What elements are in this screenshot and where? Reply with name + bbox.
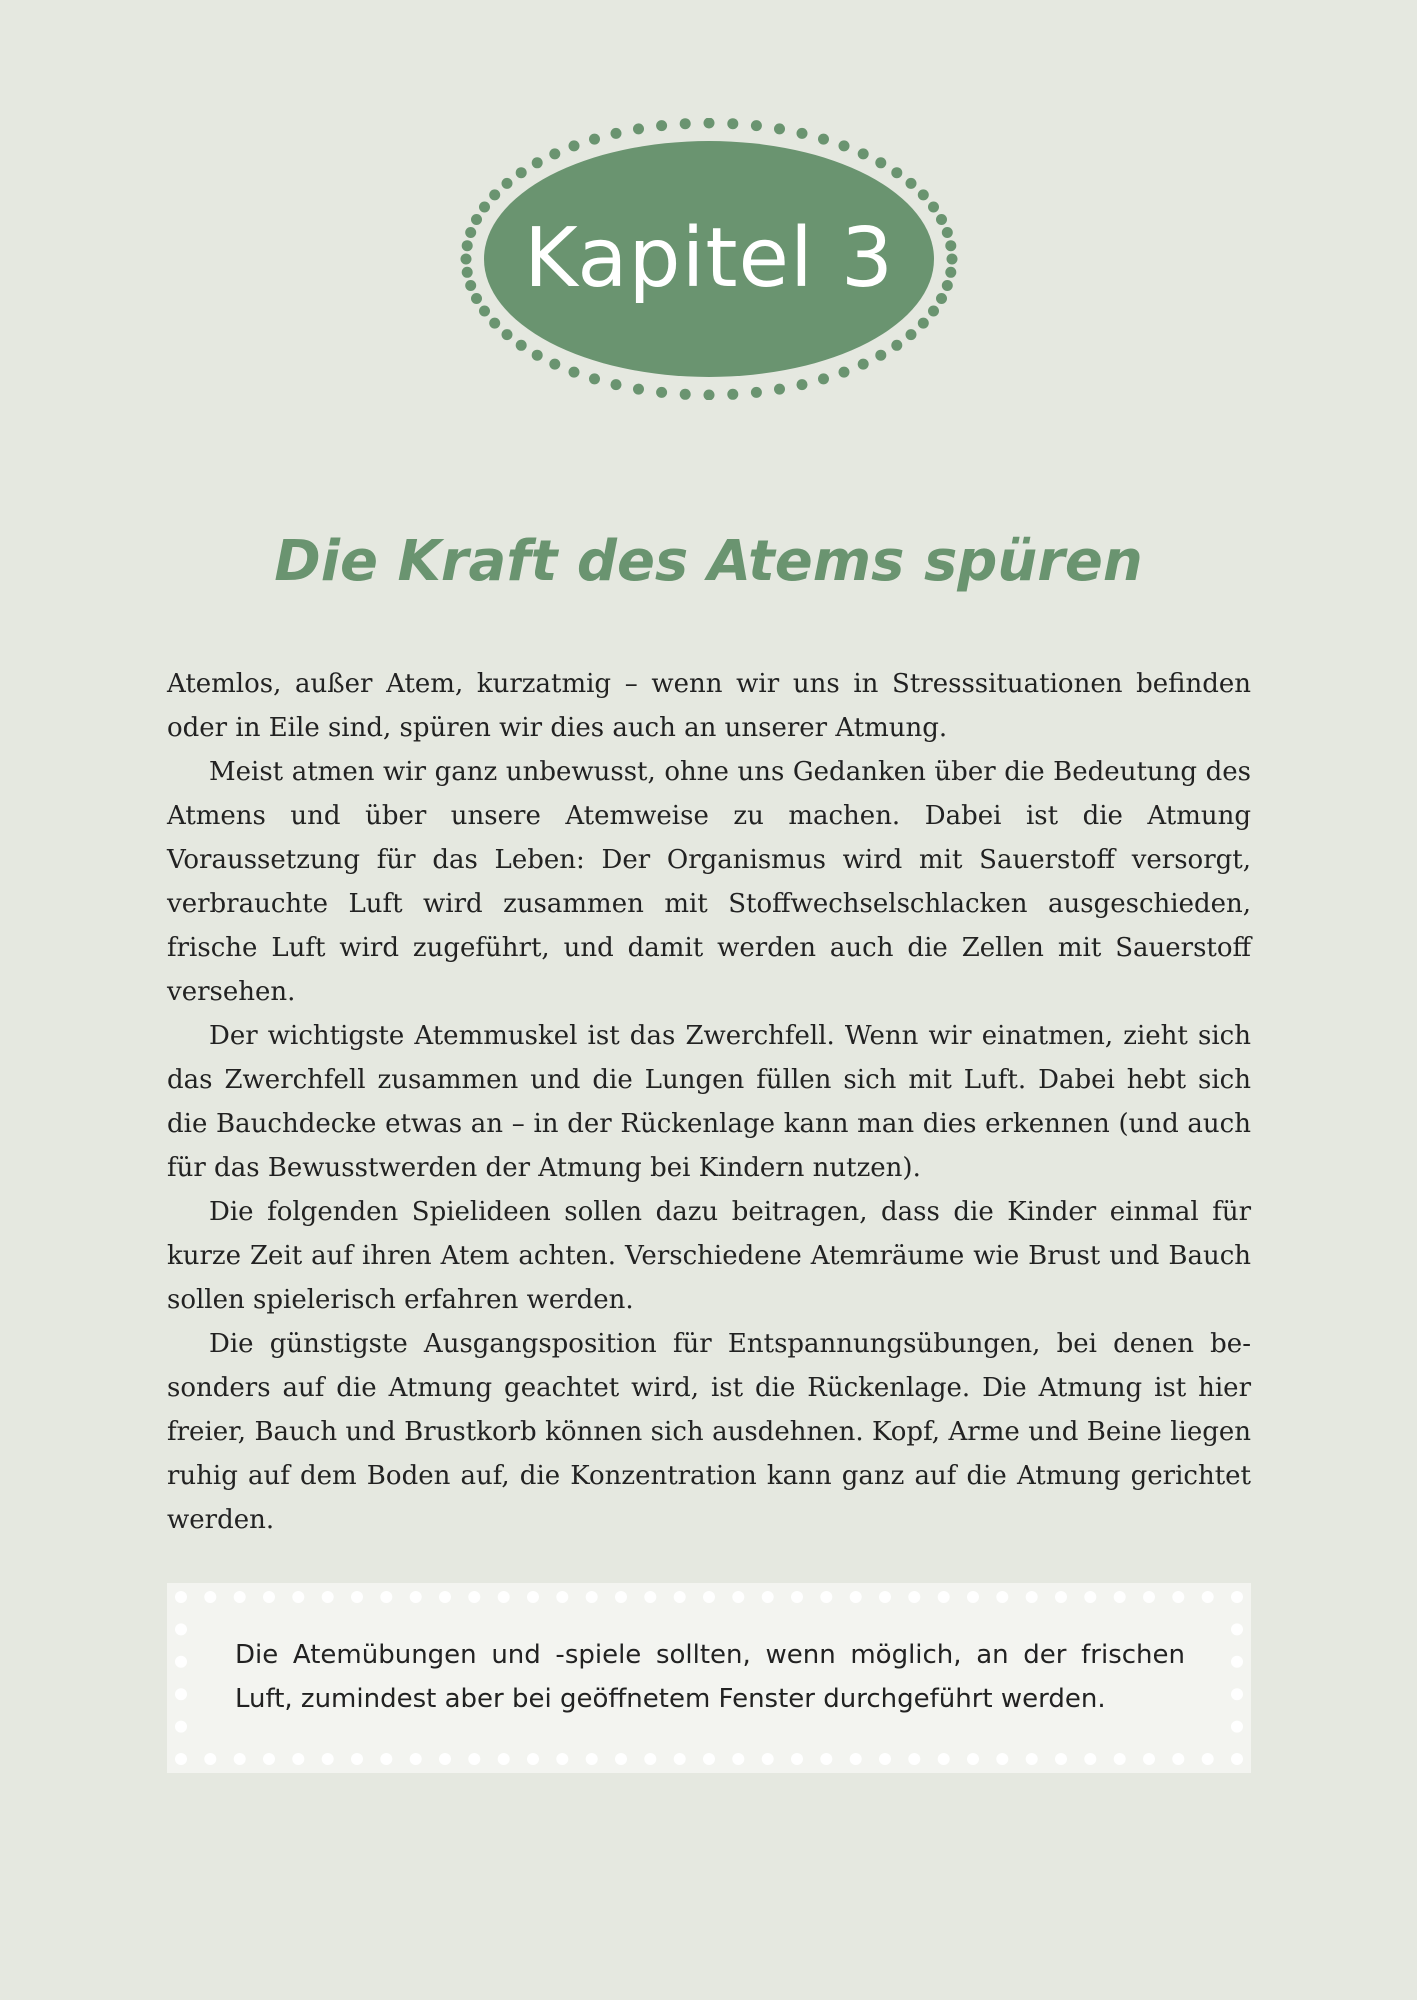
note-dot (468, 1753, 480, 1765)
note-dot (850, 1753, 862, 1765)
note-dot (1084, 1591, 1096, 1603)
note-dot (322, 1753, 334, 1765)
note-dot (879, 1753, 891, 1765)
note-dot (820, 1753, 832, 1765)
note-dot (439, 1591, 451, 1603)
note-dot (1231, 1753, 1243, 1765)
paragraph: Atemlos, außer Atem, kurzatmig – wenn wir uns in Stresssituationen befinden oder in Eile sind, spüren wir dies auch an unserer Atmung. (167, 669, 1251, 743)
note-dot (1143, 1591, 1155, 1603)
note-dot (322, 1591, 334, 1603)
paragraph: Der wichtigste Atemmuskel ist das Zwerchfell. Wenn wir einatmen, zieht sich das Zwerchfell zusammen und die Lungen füllen sich mit Luft. Dabei hebt sich die Bauchdecke etwas an – in der Rückenlage kann man dies erkennen (und auch für das Bewusstwerden der Atmung bei Kindern nutzen). (167, 1021, 1251, 1183)
note-dot (908, 1753, 920, 1765)
note-dot (762, 1591, 774, 1603)
note-dot (380, 1591, 392, 1603)
note-dot (967, 1753, 979, 1765)
chapter-heading: Die Kraft des Atems spüren (274, 529, 1143, 594)
note-dot (175, 1623, 187, 1635)
note-dot (556, 1753, 568, 1765)
note-dot (908, 1591, 920, 1603)
note-dot (1026, 1753, 1038, 1765)
note-dot (674, 1591, 686, 1603)
note-dot (762, 1753, 774, 1765)
note-dot (1202, 1753, 1214, 1765)
note-dot (967, 1591, 979, 1603)
note-dot (439, 1753, 451, 1765)
note-dot (234, 1753, 246, 1765)
note-dot (1055, 1591, 1067, 1603)
note-dot (175, 1753, 187, 1765)
note-text: Die Atemübungen und -spiele sollten, wenn möglich, an der frischen Luft, zumindest aber bei geöffnetem Fenster durchgeführt werden. (235, 1640, 1185, 1714)
note-dot (527, 1753, 539, 1765)
paragraph: Meist atmen wir ganz unbewusst, ohne uns Gedanken über die Bedeutung des Atmens und über unsere Atemweise zu machen. Dabei ist die Atmung Voraussetzung für das Leben: Der Organismus wird mit Sauerstoff versorgt, verbrauchte Luft wird zusammen mit Stoffwechselschlacken ausgeschieden, frische Luft wird zugeführt, und damit werden auch die Zellen mit Sauerstoff versehen. (167, 757, 1251, 1007)
note-dot (1172, 1591, 1184, 1603)
note-dot (674, 1753, 686, 1765)
note-dot (850, 1591, 862, 1603)
note-dot (1231, 1623, 1243, 1635)
note-dot (820, 1591, 832, 1603)
note-dot (292, 1591, 304, 1603)
note-dot (498, 1753, 510, 1765)
note-dot (175, 1591, 187, 1603)
note-dot (732, 1753, 744, 1765)
note-dot (1231, 1656, 1243, 1668)
note-dot (263, 1753, 275, 1765)
note-dot (791, 1591, 803, 1603)
paragraph: Die folgenden Spielideen sollen dazu beitragen, dass die Kinder einmal für kurze Zeit auf ihren Atem achten. Verschiedene Atemräume wie Brust und Bauch sollen spielerisch erfahren werden. (167, 1197, 1251, 1315)
note-dot (703, 1591, 715, 1603)
note-dot (996, 1753, 1008, 1765)
note-dot (938, 1753, 950, 1765)
note-dot (204, 1753, 216, 1765)
note-dot (292, 1753, 304, 1765)
note-dot (263, 1591, 275, 1603)
note-dot (410, 1753, 422, 1765)
note-dot (644, 1591, 656, 1603)
note-dot (586, 1753, 598, 1765)
note-dot (644, 1753, 656, 1765)
note-dot (586, 1591, 598, 1603)
note-dot (1231, 1688, 1243, 1700)
note-dot (556, 1591, 568, 1603)
note-dot (879, 1591, 891, 1603)
note-dot (175, 1656, 187, 1668)
chapter-badge (460, 118, 958, 400)
note-dot (1202, 1591, 1214, 1603)
note-dot (1114, 1753, 1126, 1765)
note-dot (1143, 1753, 1155, 1765)
note-dot (527, 1591, 539, 1603)
note-dot (1084, 1753, 1096, 1765)
note-dot (380, 1753, 392, 1765)
paragraph: Die günstigste Ausgangsposition für Entspannungsübungen, bei denen besonders auf die Atmung geachtet wird, ist die Rückenlage. Die Atmung ist hier freier, Bauch und Brustkorb können sich ausdehnen. Kopf, Arme und Beine liegen ruhig auf dem Boden auf, die Konzentration kann ganz auf die Atmung gerichtet werden. (167, 1329, 1251, 1535)
note-dot (468, 1591, 480, 1603)
note-dot (1026, 1591, 1038, 1603)
note-box (167, 1583, 1251, 1773)
note-dot (615, 1591, 627, 1603)
note-dot (351, 1753, 363, 1765)
note-dot (703, 1753, 715, 1765)
note-dot (938, 1591, 950, 1603)
note-dot (732, 1591, 744, 1603)
note-dot (615, 1753, 627, 1765)
note-dot (996, 1591, 1008, 1603)
note-dot (498, 1591, 510, 1603)
chapter-label: Kapitel 3 (523, 211, 895, 306)
note-dot (234, 1591, 246, 1603)
body-text (167, 662, 1251, 1542)
note-dot (351, 1591, 363, 1603)
note-dot (791, 1753, 803, 1765)
note-dot (410, 1591, 422, 1603)
note-dot (175, 1721, 187, 1733)
note-dot (1231, 1721, 1243, 1733)
note-dot (1172, 1753, 1184, 1765)
note-dot (1231, 1591, 1243, 1603)
note-dot (204, 1591, 216, 1603)
note-dot (1114, 1591, 1126, 1603)
note-dot (1055, 1753, 1067, 1765)
note-dot (175, 1688, 187, 1700)
